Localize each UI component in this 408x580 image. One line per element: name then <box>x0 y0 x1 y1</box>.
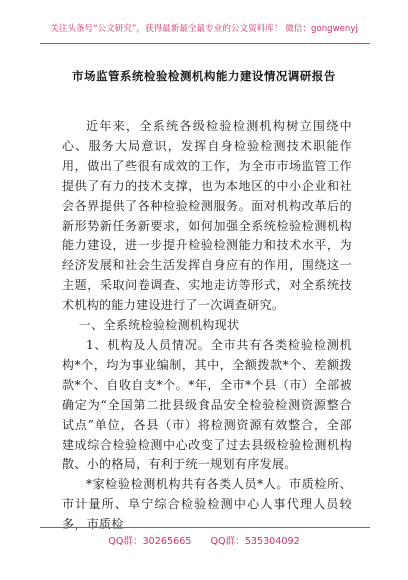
section-heading: 一、全系统检验检测机构现状 <box>78 318 240 333</box>
qq-group-1: QQ群：30265665 <box>108 536 192 547</box>
qq-group-footer <box>0 533 408 547</box>
header-divider <box>40 43 370 44</box>
promo-header-banner: 关注头条号“公文研究”，获得最新最全最专业的公文资料库！ 微信：gongwenyj <box>50 24 358 34</box>
agencies-personnel-paragraph: 1、机构及人员情况。全市共有各类检验检测机构*个，均为事业编制，其中，全额拨款*个、差额拨款*个、自收自支*个。*年，全市*个县（市）全部被确定为“全国第二批县级食品安全检验检测资源整合试点”单位，各县（市）将检测资源有效整合，全部建成综合检验检测中心改变了过去县级检验检测机构散、小的格局，有利于统一规划有序发展。 <box>62 337 352 472</box>
intro-paragraph: 近年来，全系统各级检验检测机构树立围绕中心、服务大局意识，发挥自身检验检测技术职能作用，做出了些很有成效的工作，为全市市场监管工作提供了有力的技术支撑，也为本地区的中小企业和社会各界提供了各种检验检测服务。面对机构改革后的新形势新任务新要求，如何加强全系统检验检测机构能力建设，进一步提升检验检测能力和技术水平，为经济发展和社会生活发挥自身应有的作用，围绕这一主题，采取问卷调查、实地走访等形式，对全系统技术机构的能力建设进行了一次调查研究。 <box>62 119 352 313</box>
staff-paragraph: *家检验检测机构共有各类人员*人。市质检所、市计量所、阜宁综合检验检测中心人事代理人员较多，市质检 <box>62 477 352 532</box>
document-title: 市场监管系统检验检测机构能力建设情况调研报告 <box>72 69 336 83</box>
qq-group-2: QQ群：535304092 <box>210 536 300 547</box>
document-body <box>62 117 352 535</box>
footer-divider <box>40 527 370 528</box>
